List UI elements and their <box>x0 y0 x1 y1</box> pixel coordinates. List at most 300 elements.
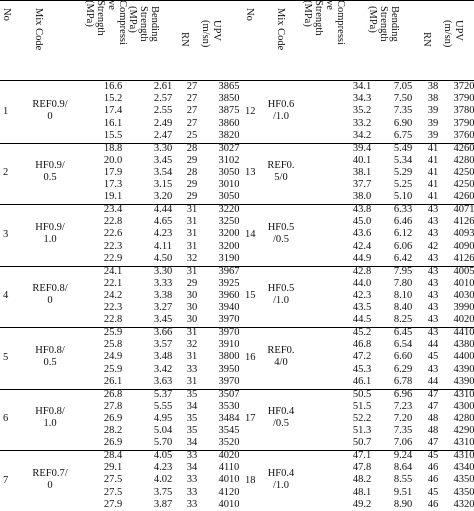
compressive-strength-value: 44.5 <box>352 314 372 326</box>
compressive-strength-value: 37.7 <box>352 179 372 191</box>
upv-value: 4020 <box>218 450 240 461</box>
rn-value: 48 <box>427 412 439 424</box>
upv-value: 4126 <box>453 216 474 228</box>
compressive-strength-value: 22.3 <box>103 240 123 252</box>
compressive-strength-value: 45.3 <box>352 363 372 375</box>
bending-strength-value: 5.04 <box>153 425 173 437</box>
rn-value: 39 <box>427 105 439 117</box>
rn-value: 27 <box>186 93 198 105</box>
bending-strength-value: 3.30 <box>153 265 173 277</box>
bending-strength-value: 7.50 <box>393 93 413 105</box>
compressive-strength-value: 26.8 <box>103 388 123 400</box>
upv-value: 4350 <box>453 486 474 498</box>
upv-value: 3910 <box>218 339 240 351</box>
rn-value: 34 <box>186 437 198 449</box>
bending-strength-value: 4.65 <box>153 216 173 228</box>
bending-strength-value: 3.15 <box>153 179 173 191</box>
rn-value: 47 <box>427 437 439 449</box>
bending-strength-value: 6.90 <box>393 117 413 129</box>
upv-value: 3545 <box>218 425 240 437</box>
group-number: 13 <box>245 167 256 179</box>
upv-value: 3990 <box>453 302 474 314</box>
rn-value: 29 <box>186 179 198 191</box>
rn-value: 46 <box>427 462 439 474</box>
bending-strength-value: 3.75 <box>153 486 173 498</box>
header-compressive-strength-right: Compressi ve Strength (MPa) <box>302 0 346 45</box>
rn-value: 43 <box>427 252 439 264</box>
upv-value: 3760 <box>453 129 474 141</box>
rn-value: 41 <box>427 154 439 166</box>
compressive-strength-value: 26.1 <box>103 375 123 387</box>
bending-strength-value: 4.02 <box>153 474 173 486</box>
bending-strength-value: 6.33 <box>393 204 413 215</box>
upv-value: 4310 <box>453 437 474 449</box>
mix-code-line: /1.0 <box>272 110 290 122</box>
mix-code-line: 0.5 <box>43 356 57 368</box>
mix-code-line: HF0.4 <box>267 406 295 418</box>
rn-value: 41 <box>427 179 439 191</box>
bending-strength-value: 8.64 <box>393 462 413 474</box>
bending-strength-value: 2.57 <box>153 93 173 105</box>
upv-value: 4126 <box>453 252 474 264</box>
mix-code-line: HF0.6 <box>267 98 295 110</box>
compressive-strength-value: 27.8 <box>103 400 123 412</box>
rn-value: 43 <box>427 228 439 240</box>
compressive-strength-value: 24.2 <box>103 289 123 301</box>
rn-value: 43 <box>427 216 439 228</box>
group-number: 12 <box>245 105 256 117</box>
rn-value: 31 <box>186 204 198 215</box>
group-number: 16 <box>245 351 256 363</box>
rn-value: 29 <box>186 191 198 203</box>
compressive-strength-value: 17.9 <box>103 166 123 178</box>
bending-strength-value: 2.49 <box>153 117 173 129</box>
bending-strength-value: 6.46 <box>393 216 413 228</box>
bending-strength-value: 4.50 <box>153 252 173 264</box>
header-no: No <box>1 8 12 21</box>
compressive-strength-value: 47.2 <box>352 351 372 363</box>
compressive-strength-value: 42.8 <box>352 265 372 277</box>
mix-code-line: 4/0 <box>274 356 288 368</box>
bending-strength-value: 5.37 <box>153 388 173 400</box>
bending-strength-value: 6.42 <box>393 252 413 264</box>
bending-strength-value: 6.12 <box>393 228 413 240</box>
bending-strength-value: 4.23 <box>153 462 173 474</box>
rn-value: 39 <box>427 117 439 129</box>
upv-value: 3220 <box>218 204 240 215</box>
header-rn: RN <box>179 32 190 47</box>
upv-value: 4010 <box>453 277 474 289</box>
group-number: 5 <box>3 351 9 363</box>
bending-strength-value: 4.05 <box>153 450 173 461</box>
compressive-strength-value: 28.2 <box>103 425 123 437</box>
compressive-strength-value: 45.0 <box>352 216 372 228</box>
header-upv: UPV (m/sn) <box>200 20 222 48</box>
header-bending-strength: Bending Strength (MPa) <box>127 6 160 42</box>
upv-value: 3200 <box>218 228 240 240</box>
upv-value: 3520 <box>218 437 240 449</box>
bending-strength-value: 7.23 <box>393 400 413 412</box>
upv-value: 3865 <box>218 81 240 92</box>
upv-value: 3190 <box>218 252 240 264</box>
mix-code-line: 1.0 <box>43 233 57 245</box>
bending-strength-value: 8.40 <box>393 302 413 314</box>
rn-value: 27 <box>186 105 198 117</box>
compressive-strength-value: 26.9 <box>103 437 123 449</box>
compressive-strength-value: 39.4 <box>352 142 372 154</box>
upv-value: 4093 <box>453 228 474 240</box>
compressive-strength-value: 15.5 <box>103 129 123 141</box>
group-number: 14 <box>245 228 256 240</box>
upv-value: 3875 <box>218 105 240 117</box>
rn-value: 43 <box>427 363 439 375</box>
rn-value: 32 <box>186 339 198 351</box>
mix-code-line: HF0.8/ <box>35 406 65 418</box>
rn-value: 43 <box>427 204 439 215</box>
compressive-strength-value: 34.2 <box>352 129 372 141</box>
upv-value: 3050 <box>218 191 240 203</box>
bending-strength-value: 5.10 <box>393 191 413 203</box>
compressive-strength-value: 51.5 <box>352 400 372 412</box>
bending-strength-value: 3.54 <box>153 166 173 178</box>
mix-code-line: REF0.8/ <box>32 283 68 295</box>
rn-value: 31 <box>186 375 198 387</box>
compressive-strength-value: 34.1 <box>352 81 372 92</box>
mix-code-line: 1.0 <box>43 418 57 430</box>
bending-strength-value: 3.30 <box>153 142 173 154</box>
compressive-strength-value: 15.2 <box>103 93 123 105</box>
rn-value: 33 <box>186 363 198 375</box>
rn-value: 35 <box>186 388 198 400</box>
bending-strength-value: 8.10 <box>393 289 413 301</box>
compressive-strength-value: 16.1 <box>103 117 123 129</box>
upv-value: 4250 <box>453 166 474 178</box>
mix-code-line: HF0.9/ <box>35 160 65 172</box>
rn-value: 33 <box>186 498 198 510</box>
compressive-strength-value: 43.5 <box>352 302 372 314</box>
bending-strength-value: 4.44 <box>153 204 173 215</box>
compressive-strength-value: 50.5 <box>352 388 372 400</box>
upv-value: 3950 <box>218 363 240 375</box>
compressive-strength-value: 47.8 <box>352 462 372 474</box>
bending-strength-value: 3.45 <box>153 314 173 326</box>
bending-strength-value: 3.38 <box>153 289 173 301</box>
upv-value: 3050 <box>218 166 240 178</box>
compressive-strength-value: 22.6 <box>103 228 123 240</box>
bending-strength-value: 5.55 <box>153 400 173 412</box>
mix-code-line: REF0.7/ <box>32 467 68 479</box>
bending-strength-value: 3.87 <box>153 498 173 510</box>
upv-value: 3530 <box>218 400 240 412</box>
compressive-strength-value: 46.1 <box>352 375 372 387</box>
compressive-strength-value: 24.1 <box>103 265 123 277</box>
rn-value: 27 <box>186 117 198 129</box>
upv-value: 4280 <box>453 154 474 166</box>
upv-value: 4300 <box>453 400 474 412</box>
bending-strength-value: 9.51 <box>393 486 413 498</box>
upv-value: 3970 <box>218 375 240 387</box>
compressive-strength-value: 43.6 <box>352 228 372 240</box>
upv-value: 3720 <box>453 81 474 92</box>
rn-value: 43 <box>427 265 439 277</box>
rn-value: 31 <box>186 351 198 363</box>
bending-strength-value: 2.47 <box>153 129 173 141</box>
mix-code-line: HF0.5 <box>267 283 295 295</box>
upv-value: 4400 <box>453 351 474 363</box>
compressive-strength-value: 23.4 <box>103 204 123 215</box>
rn-value: 31 <box>186 240 198 252</box>
upv-value: 4390 <box>453 363 474 375</box>
upv-value: 4290 <box>453 425 474 437</box>
upv-value: 3925 <box>218 277 240 289</box>
rn-value: 35 <box>186 425 198 437</box>
upv-value: 3780 <box>453 105 474 117</box>
upv-value: 4310 <box>453 450 474 461</box>
upv-value: 3250 <box>218 216 240 228</box>
mix-code-line: /0.5 <box>272 418 290 430</box>
rn-value: 30 <box>186 314 198 326</box>
rn-value: 44 <box>427 375 439 387</box>
bending-strength-value: 5.49 <box>393 142 413 154</box>
bending-strength-value: 3.45 <box>153 154 173 166</box>
upv-value: 4310 <box>453 388 474 400</box>
upv-value: 3960 <box>218 289 240 301</box>
upv-value: 4071 <box>453 204 474 215</box>
upv-value: 4090 <box>453 240 474 252</box>
bending-strength-value: 6.54 <box>393 339 413 351</box>
compressive-strength-value: 42.4 <box>352 240 372 252</box>
group-number: 3 <box>3 228 9 240</box>
bending-strength-value: 3.48 <box>153 351 173 363</box>
compressive-strength-value: 47.1 <box>352 450 372 461</box>
mix-code-line: HF0.5 <box>267 221 295 233</box>
upv-value: 4260 <box>453 142 474 154</box>
rn-value: 34 <box>186 400 198 412</box>
rn-value: 32 <box>186 252 198 264</box>
rn-value: 48 <box>427 425 439 437</box>
bending-strength-value: 6.06 <box>393 240 413 252</box>
bending-strength-value: 6.78 <box>393 375 413 387</box>
bending-strength-value: 7.95 <box>393 265 413 277</box>
rn-value: 47 <box>427 400 439 412</box>
rn-value: 42 <box>427 240 439 252</box>
upv-value: 3507 <box>218 388 240 400</box>
upv-value: 3940 <box>218 302 240 314</box>
upv-value: 3200 <box>218 240 240 252</box>
mix-code-line: 0 <box>47 110 53 122</box>
header-rn-right: RN <box>421 32 432 47</box>
upv-value: 4120 <box>218 486 240 498</box>
rn-value: 47 <box>427 388 439 400</box>
bending-strength-value: 5.70 <box>153 437 173 449</box>
header-no-right: No <box>244 8 255 21</box>
bending-strength-value: 7.20 <box>393 412 413 424</box>
group-number: 18 <box>245 474 256 486</box>
upv-value: 4280 <box>453 412 474 424</box>
upv-value: 3790 <box>453 117 474 129</box>
rn-value: 30 <box>186 289 198 301</box>
mix-code-line: 0 <box>47 479 53 491</box>
upv-value: 4250 <box>453 179 474 191</box>
bending-strength-value: 3.66 <box>153 327 173 338</box>
rn-value: 43 <box>427 302 439 314</box>
rn-value: 45 <box>427 486 439 498</box>
group-number: 4 <box>3 290 9 302</box>
rn-value: 41 <box>427 166 439 178</box>
upv-value: 3860 <box>218 117 240 129</box>
bending-strength-value: 3.57 <box>153 339 173 351</box>
mix-code-line: REF0.9/ <box>32 98 68 110</box>
rn-value: 34 <box>186 462 198 474</box>
compressive-strength-value: 44.9 <box>352 252 372 264</box>
rn-value: 43 <box>427 327 439 338</box>
upv-value: 3820 <box>218 129 240 141</box>
compressive-strength-value: 22.1 <box>103 277 123 289</box>
compressive-strength-value: 50.7 <box>352 437 372 449</box>
upv-value: 4410 <box>453 327 474 338</box>
bending-strength-value: 4.11 <box>154 240 172 252</box>
mix-code-line: HF0.9/ <box>35 221 65 233</box>
bending-strength-value: 7.35 <box>393 425 413 437</box>
rn-value: 33 <box>186 450 198 461</box>
compressive-strength-value: 18.8 <box>103 142 123 154</box>
header-top-rule <box>0 0 474 1</box>
bending-strength-value: 3.20 <box>153 191 173 203</box>
compressive-strength-value: 46.8 <box>352 339 372 351</box>
compressive-strength-value: 17.4 <box>103 105 123 117</box>
rn-value: 31 <box>186 327 198 338</box>
upv-value: 4110 <box>218 462 240 474</box>
compressive-strength-value: 29.1 <box>103 462 123 474</box>
bending-strength-value: 3.63 <box>153 375 173 387</box>
rn-value: 33 <box>186 474 198 486</box>
upv-value: 4005 <box>453 265 474 277</box>
rn-value: 30 <box>186 302 198 314</box>
upv-value: 3790 <box>453 93 474 105</box>
mix-code-line: HF0.4 <box>267 467 295 479</box>
rn-value: 28 <box>186 166 198 178</box>
compressive-strength-value: 33.2 <box>352 117 372 129</box>
rn-value: 43 <box>427 314 439 326</box>
compressive-strength-value: 40.1 <box>352 154 372 166</box>
bending-strength-value: 4.95 <box>153 412 173 424</box>
bending-strength-value: 3.42 <box>153 363 173 375</box>
header-bending-strength-right: Bending Strength (MPa) <box>367 6 400 42</box>
rn-value: 33 <box>186 486 198 498</box>
bending-strength-value: 8.55 <box>393 474 413 486</box>
upv-value: 3010 <box>218 179 240 191</box>
mix-code-line: HF0.8/ <box>35 344 65 356</box>
compressive-strength-value: 25.9 <box>103 363 123 375</box>
upv-value: 3970 <box>218 327 240 338</box>
bending-strength-value: 2.61 <box>153 81 173 92</box>
upv-value: 3970 <box>218 314 240 326</box>
rn-value: 29 <box>186 154 198 166</box>
compressive-strength-value: 42.3 <box>352 289 372 301</box>
mix-code-line: 5/0 <box>274 172 288 184</box>
bending-strength-value: 2.55 <box>153 105 173 117</box>
bending-strength-value: 7.35 <box>393 105 413 117</box>
rn-value: 38 <box>427 93 439 105</box>
bending-strength-value: 5.25 <box>393 179 413 191</box>
rn-value: 41 <box>427 191 439 203</box>
mix-code-line: 0.5 <box>43 172 57 184</box>
compressive-strength-value: 48.1 <box>352 486 372 498</box>
bending-strength-value: 6.29 <box>393 363 413 375</box>
rn-value: 46 <box>427 498 439 510</box>
compressive-strength-value: 22.8 <box>103 216 123 228</box>
rn-value: 45 <box>427 450 439 461</box>
compressive-strength-value: 25.9 <box>103 327 123 338</box>
compressive-strength-value: 22.3 <box>103 302 123 314</box>
compressive-strength-value: 49.2 <box>352 498 372 510</box>
mix-code-line: /1.0 <box>272 479 290 491</box>
compressive-strength-value: 35.2 <box>352 105 372 117</box>
group-number: 15 <box>245 290 256 302</box>
compressive-strength-value: 27.5 <box>103 474 123 486</box>
compressive-strength-value: 16.6 <box>103 81 123 92</box>
compressive-strength-value: 22.8 <box>103 314 123 326</box>
mix-code-line: 0 <box>47 295 53 307</box>
bending-strength-value: 6.96 <box>393 388 413 400</box>
compressive-strength-value: 43.8 <box>352 204 372 215</box>
rn-value: 31 <box>186 228 198 240</box>
bending-strength-value: 4.23 <box>153 228 173 240</box>
upv-value: 4020 <box>453 314 474 326</box>
rn-value: 25 <box>186 129 198 141</box>
bending-strength-value: 7.80 <box>393 277 413 289</box>
header-compressive-strength: Compressi ve Strength (MPa) <box>84 0 128 45</box>
upv-value: 3102 <box>218 154 240 166</box>
bending-strength-value: 7.05 <box>393 81 413 92</box>
bending-strength-value: 6.60 <box>393 351 413 363</box>
bending-strength-value: 9.24 <box>393 450 413 461</box>
compressive-strength-value: 22.9 <box>103 252 123 264</box>
header-upv-right: UPV (m/sn) <box>442 20 464 48</box>
mix-code-line: /0.5 <box>272 233 290 245</box>
compressive-strength-value: 20.0 <box>103 154 123 166</box>
upv-value: 4340 <box>453 462 474 474</box>
bending-strength-value: 5.29 <box>393 166 413 178</box>
compressive-strength-value: 52.2 <box>352 412 372 424</box>
rn-value: 31 <box>186 265 198 277</box>
bending-strength-value: 3.27 <box>153 302 173 314</box>
compressive-strength-value: 44.0 <box>352 277 372 289</box>
rn-value: 31 <box>186 216 198 228</box>
upv-value: 4350 <box>453 474 474 486</box>
upv-value: 3484 <box>218 412 240 424</box>
upv-value: 3967 <box>218 265 240 277</box>
compressive-strength-value: 51.3 <box>352 425 372 437</box>
rn-value: 39 <box>427 129 439 141</box>
compressive-strength-value: 19.1 <box>103 191 123 203</box>
upv-value: 4390 <box>453 375 474 387</box>
upv-value: 4260 <box>453 191 474 203</box>
compressive-strength-value: 26.9 <box>103 412 123 424</box>
upv-value: 3027 <box>218 142 240 154</box>
group-number: 6 <box>3 413 9 425</box>
rn-value: 46 <box>427 474 439 486</box>
compressive-strength-value: 24.9 <box>103 351 123 363</box>
upv-value: 4030 <box>453 289 474 301</box>
rn-value: 43 <box>427 289 439 301</box>
compressive-strength-value: 38.1 <box>352 166 372 178</box>
bending-strength-value: 8.90 <box>393 498 413 510</box>
bending-strength-value: 5.34 <box>393 154 413 166</box>
bending-strength-value: 7.06 <box>393 437 413 449</box>
bending-strength-value: 8.25 <box>393 314 413 326</box>
upv-value: 3850 <box>218 93 240 105</box>
